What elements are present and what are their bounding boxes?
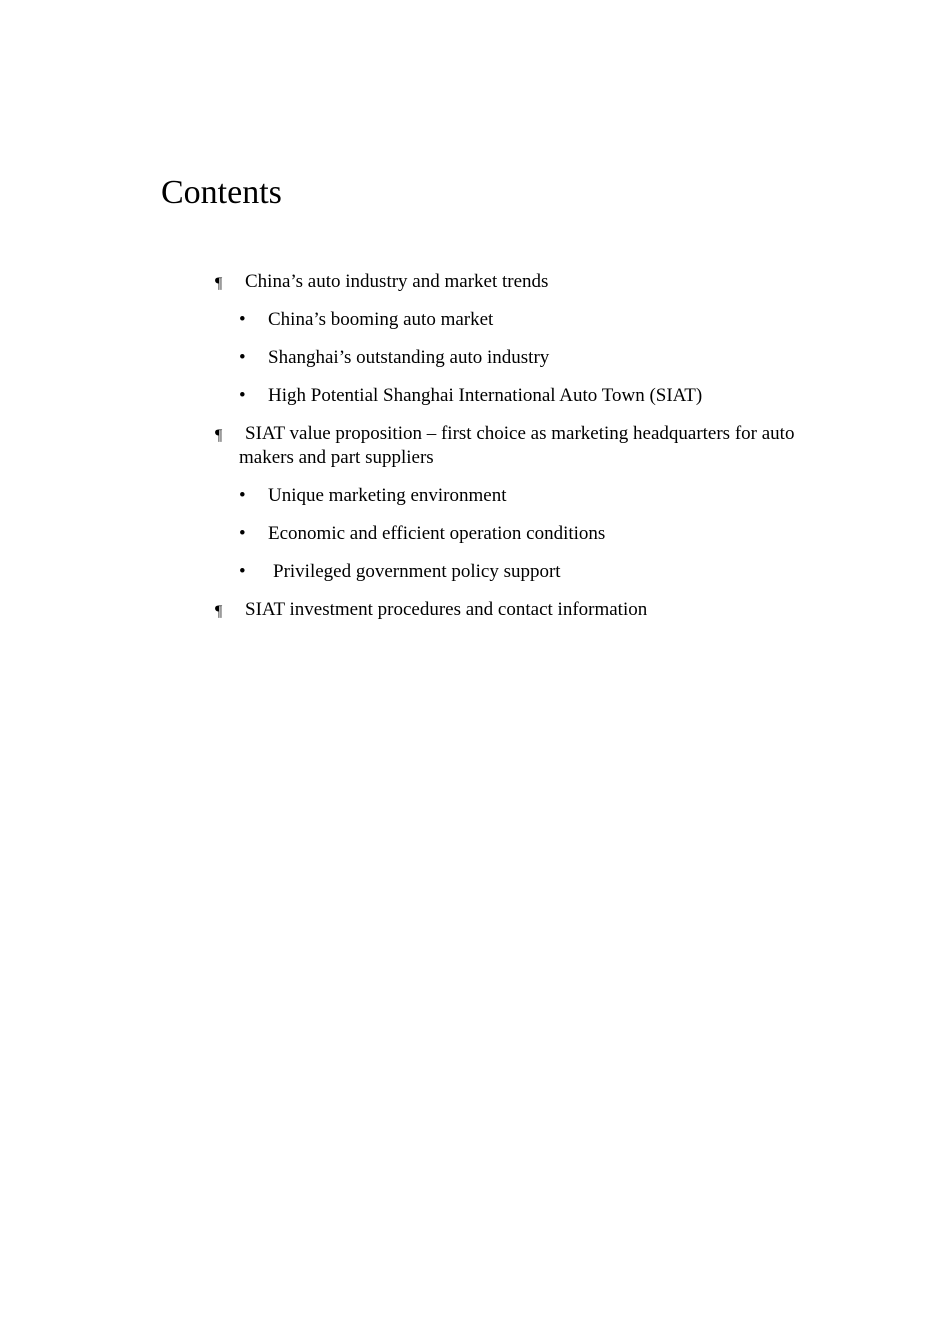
toc-section-2-label-line1: SIAT value proposition – first choice as marketing headquarters for auto bbox=[245, 423, 795, 444]
toc-item bbox=[215, 346, 865, 370]
toc-item bbox=[215, 560, 865, 584]
toc-item bbox=[215, 384, 865, 408]
toc-item bbox=[215, 308, 865, 332]
bullet-icon: • bbox=[239, 347, 246, 368]
toc-section-3-label: SIAT investment procedures and contact information bbox=[245, 599, 648, 620]
toc-section-3 bbox=[215, 598, 865, 622]
bullet-icon: • bbox=[239, 485, 246, 506]
bullet-icon: • bbox=[239, 561, 246, 582]
toc-section-2 bbox=[215, 422, 865, 470]
toc-item-label: Economic and efficient operation conditions bbox=[268, 523, 606, 544]
table-of-contents bbox=[215, 270, 865, 636]
toc-item bbox=[215, 484, 865, 508]
toc-item-label: Unique marketing environment bbox=[268, 485, 507, 506]
pilcrow-icon: ¶ bbox=[215, 275, 223, 292]
toc-item-label: High Potential Shanghai International Auto Town (SIAT) bbox=[268, 385, 703, 406]
page-title: Contents bbox=[161, 174, 282, 211]
toc-item bbox=[215, 522, 865, 546]
toc-item-label: Privileged government policy support bbox=[273, 561, 561, 582]
toc-section-2-label-line2: makers and part suppliers bbox=[239, 447, 434, 468]
bullet-icon: • bbox=[239, 309, 246, 330]
bullet-icon: • bbox=[239, 523, 246, 544]
toc-item-label: China’s booming auto market bbox=[268, 309, 494, 330]
bullet-icon: • bbox=[239, 385, 246, 406]
toc-section-1-label: China’s auto industry and market trends bbox=[245, 271, 549, 292]
pilcrow-icon: ¶ bbox=[215, 603, 223, 620]
toc-item-label: Shanghai’s outstanding auto industry bbox=[268, 347, 550, 368]
toc-section-1 bbox=[215, 270, 865, 294]
pilcrow-icon: ¶ bbox=[215, 427, 223, 444]
